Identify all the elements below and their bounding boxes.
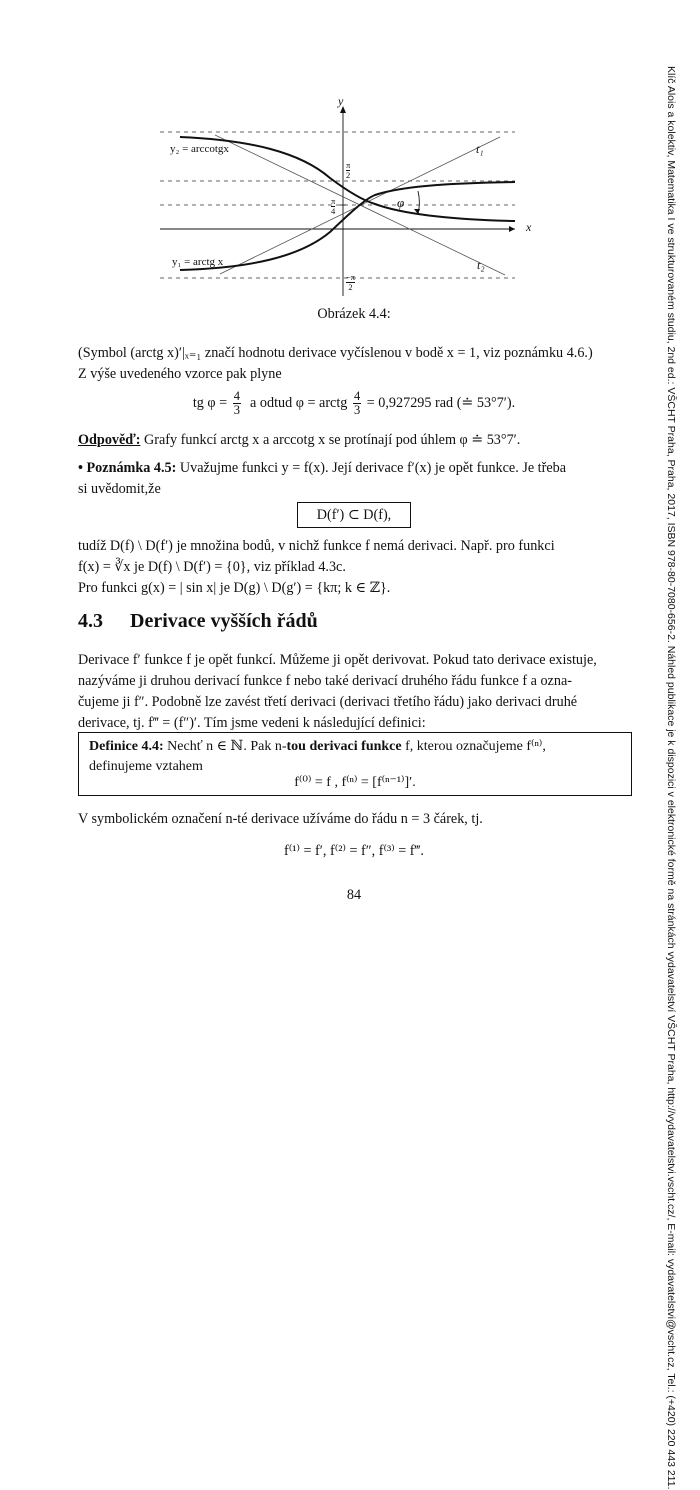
- definition-line2: definujeme vztahem: [89, 759, 203, 774]
- pi-half-label: π 2: [346, 160, 351, 180]
- pi-quarter-label: π 4: [331, 196, 336, 216]
- y2-label: y₂ = arccotgx: [170, 143, 229, 155]
- x-arrow-icon: [509, 226, 515, 232]
- answer: Odpověď: Grafy funkcí arctg x a arccotg x se protínají pod úhlem φ ≐ 53°7′.: [78, 432, 521, 448]
- section-heading: 4.3 Derivace vyšších řádů: [78, 610, 318, 632]
- definition-box: [78, 732, 632, 796]
- figure-arctg-arccotg: [160, 92, 540, 297]
- answer-label: Odpověď:: [78, 432, 141, 448]
- neg-pi-half-label: −π 2: [346, 272, 356, 292]
- y-axis-label: y: [338, 94, 344, 108]
- page-number: 84: [346, 887, 362, 903]
- t1-label: t₁: [476, 142, 484, 156]
- paragraph-symbol: (Symbol (arctg x)′|ₓ₌₁ značí hodnotu derivace vyčíslenou v bodě x = 1, viz poznámku 4.6.) Z výše uvedeného vzorce pak plyne: [78, 345, 593, 382]
- phi-label: φ: [397, 195, 405, 210]
- paragraph-higher-derivatives: Derivace f′ funkce f je opět funkcí. Můžeme ji opět derivovat. Pokud tato derivace existuje, nazýváme ji druhou derivací funkce f nebo také derivací druhého řádu funkce f a ozna- čujeme ji f″. Podobně lze zavést třetí derivaci (derivaci třetího řádu) jako derivaci druhé derivace, tj. f‴ = (f″)′. Tím jsme vedeni k následující definici:: [78, 652, 597, 731]
- figure-caption: Obrázek 4.4:: [317, 306, 391, 322]
- paragraph-notation: V symbolickém označení n-té derivace užíváme do řádu n = 3 čárek, tj.: [78, 811, 483, 827]
- definition-label: Definice 4.4:: [89, 739, 164, 754]
- definition-line1: Definice 4.4: Nechť n ∈ ℕ. Pak n-tou derivaci funkce f, kterou označujeme f⁽ⁿ⁾,: [89, 739, 546, 754]
- equation-tg-phi: tg φ = $\frac{4}{3}$ a odtud φ = arctg $\frac{4}{3}$ = 0,927295 rad (≐ 53°7′).: [192, 389, 516, 418]
- x-axis-label: x: [526, 220, 532, 234]
- equation-derivative-notation: f⁽¹⁾ = f′, f⁽²⁾ = f″, f⁽³⁾ = f‴.: [284, 843, 424, 859]
- note-4-5-continued: tudíž D(f) \ D(f′) je množina bodů, v nichž funkce f nemá derivaci. Např. pro funkci f(x) = ∛x je D(f) \ D(f′) = {0}, viz příklad 4.3c. Pro funkci g(x) = | sin x| je D(g) \ D(g′) = {kπ; k ∈ ℤ}.: [78, 538, 555, 596]
- curve-arctg: [180, 182, 515, 270]
- note-label: • Poznámka 4.5:: [78, 460, 177, 476]
- definition-formula: f⁽⁰⁾ = f , f⁽ⁿ⁾ = [f⁽ⁿ⁻¹⁾]′.: [294, 775, 416, 790]
- boxed-formula: D(f′) ⊂ D(f),: [297, 502, 411, 528]
- t2-label: t₂: [477, 258, 485, 272]
- note-4-5: • Poznámka 4.5: Uvažujme funkci y = f(x). Její derivace f′(x) je opět funkce. Je třeba si uvědomit,že: [78, 460, 567, 497]
- y1-label: y₁ = arctg x: [172, 256, 224, 268]
- side-publication-note: Klíč Alois a kolektiv, Matematika I ve strukturovaném studiu, 2nd ed.: VŠCHT Praha, Praha, 2017, ISBN 978-80-7080-656-2. Náhled publikace je k dispozici v elektronické formě na stránkách vydavatelství VŠCHT Praha, http://vydavatelstvi.vscht.cz/, E-mail: vydavatelstvi@vscht.cz, Tel.: (+420) 220 443 211.: [665, 66, 677, 1490]
